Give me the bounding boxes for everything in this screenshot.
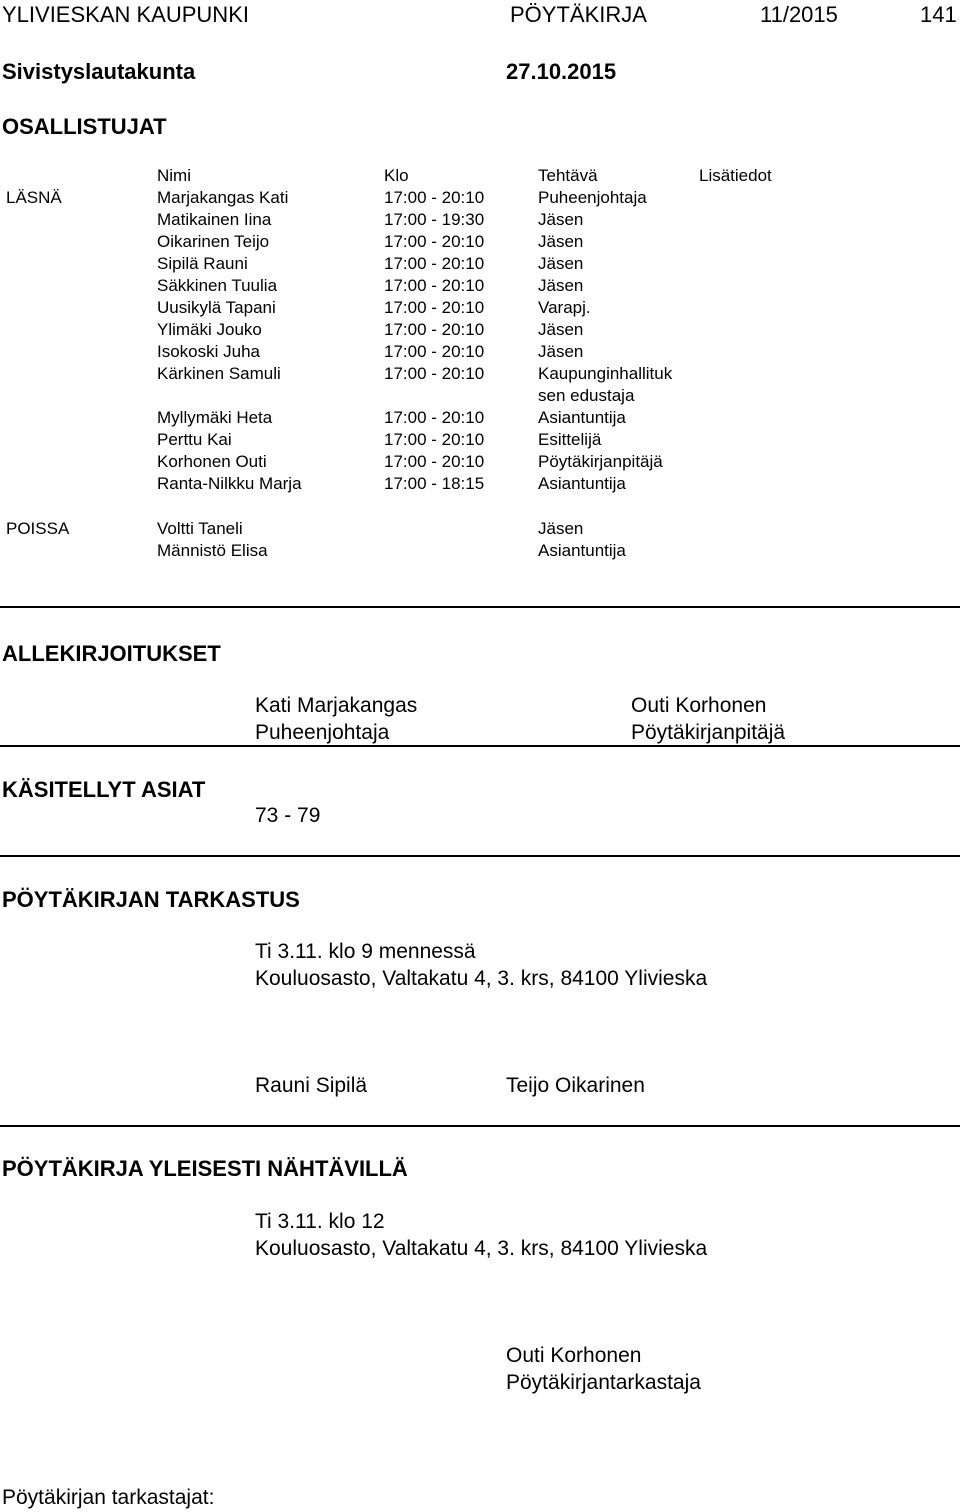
participant-time: 17:00 - 20:10: [384, 232, 485, 251]
absent-role: Asiantuntija: [538, 541, 626, 560]
participant-role: Jäsen: [538, 342, 584, 361]
participants-header-row: [0, 165, 960, 187]
signer-right-name: Outi Korhonen: [631, 694, 767, 717]
absent-name: Voltti Taneli: [157, 519, 243, 538]
participant-role: sen edustaja: [538, 386, 635, 405]
participant-row: [0, 253, 960, 275]
participant-role: Asiantuntija: [538, 474, 626, 493]
col-role: Tehtävä: [538, 166, 598, 185]
doc-type: PÖYTÄKIRJA: [510, 2, 647, 27]
divider: [0, 1125, 960, 1127]
participant-time: 17:00 - 20:10: [384, 342, 485, 361]
participant-role: Esittelijä: [538, 430, 602, 449]
participant-name: Isokoski Juha: [157, 342, 260, 361]
participant-row: [0, 231, 960, 253]
participant-name: Kärkinen Samuli: [157, 364, 281, 383]
participant-role: Jäsen: [538, 232, 584, 251]
signer-right-role: Pöytäkirjanpitäjä: [631, 721, 786, 744]
participant-row: [0, 473, 960, 495]
participant-row-cont: [0, 385, 960, 407]
footer-label: Pöytäkirjan tarkastajat:: [2, 1486, 215, 1509]
participant-role: Puheenjohtaja: [538, 188, 647, 207]
review-title: PÖYTÄKIRJAN TARKASTUS: [2, 887, 300, 912]
absent-label: POISSA: [6, 519, 70, 538]
absent-row: [0, 540, 960, 562]
participant-row: [0, 297, 960, 319]
divider: [0, 745, 960, 747]
participant-time: 17:00 - 20:10: [384, 188, 485, 207]
participant-name: Marjakangas Kati: [157, 188, 289, 207]
participant-time: 17:00 - 20:10: [384, 298, 485, 317]
participant-row: [0, 319, 960, 341]
absent-name: Männistö Elisa: [157, 541, 268, 560]
divider: [0, 855, 960, 857]
absent-row: [0, 518, 960, 540]
participant-role: Jäsen: [538, 210, 584, 229]
board-name: Sivistyslautakunta: [2, 59, 196, 84]
participant-name: Perttu Kai: [157, 430, 232, 449]
participant-role: Varapj.: [538, 298, 591, 317]
participant-time: 17:00 - 20:10: [384, 430, 485, 449]
participant-name: Oikarinen Teijo: [157, 232, 270, 251]
participant-time: 17:00 - 20:10: [384, 320, 485, 339]
participant-name: Uusikylä Tapani: [157, 298, 276, 317]
participant-time: 17:00 - 20:10: [384, 408, 485, 427]
signatures-title: ALLEKIRJOITUKSET: [2, 641, 221, 666]
participant-time: 17:00 - 18:15: [384, 474, 485, 493]
participant-row: [0, 187, 960, 209]
participant-role: Kaupunginhallituk: [538, 364, 673, 383]
items-range: 73 - 79: [255, 804, 321, 827]
col-name: Nimi: [157, 166, 191, 185]
review-where: Kouluosasto, Valtakatu 4, 3. krs, 84100 Ylivieska: [255, 967, 708, 990]
reviewer-1: Rauni Sipilä: [255, 1074, 368, 1097]
participant-row: [0, 363, 960, 385]
org-name: YLIVIESKAN KAUPUNKI: [2, 2, 249, 27]
participant-time: 17:00 - 20:10: [384, 254, 485, 273]
participant-row: [0, 451, 960, 473]
signer-left-role: Puheenjohtaja: [255, 721, 390, 744]
participant-time: 17:00 - 19:30: [384, 210, 485, 229]
participant-time: 17:00 - 20:10: [384, 364, 485, 383]
items-title: KÄSITELLYT ASIAT: [2, 777, 206, 802]
public-when: Ti 3.11. klo 12: [255, 1210, 385, 1233]
col-info: Lisätiedot: [699, 166, 772, 185]
participant-time: 17:00 - 20:10: [384, 276, 485, 295]
meeting-date: 27.10.2015: [506, 59, 617, 84]
participant-name: Matikainen Iina: [157, 210, 272, 229]
participant-row: [0, 429, 960, 451]
participant-time: 17:00 - 20:10: [384, 452, 485, 471]
participant-role: Pöytäkirjanpitäjä: [538, 452, 663, 471]
participant-name: Myllymäki Heta: [157, 408, 273, 427]
public-where: Kouluosasto, Valtakatu 4, 3. krs, 84100 Ylivieska: [255, 1237, 708, 1260]
participant-role: Jäsen: [538, 276, 584, 295]
signer-left-name: Kati Marjakangas: [255, 694, 418, 717]
page-number: 141: [920, 2, 957, 27]
participant-name: Sipilä Rauni: [157, 254, 248, 273]
participant-row: [0, 209, 960, 231]
participant-role: Jäsen: [538, 254, 584, 273]
participant-row: [0, 341, 960, 363]
divider: [0, 606, 960, 608]
participant-role: Asiantuntija: [538, 408, 626, 427]
doc-number: 11/2015: [760, 2, 838, 27]
participant-name: Ylimäki Jouko: [157, 320, 262, 339]
participant-row: [0, 407, 960, 429]
public-title: PÖYTÄKIRJA YLEISESTI NÄHTÄVILLÄ: [2, 1156, 408, 1181]
participant-name: Säkkinen Tuulia: [157, 276, 278, 295]
participant-row: [0, 275, 960, 297]
participant-name: Korhonen Outi: [157, 452, 267, 471]
reviewer-2: Teijo Oikarinen: [506, 1074, 645, 1097]
absent-role: Jäsen: [538, 519, 584, 538]
public-signer-name: Outi Korhonen: [506, 1344, 642, 1367]
public-signer-role: Pöytäkirjantarkastaja: [506, 1371, 701, 1394]
col-time: Klo: [384, 166, 409, 185]
participant-name: Ranta-Nilkku Marja: [157, 474, 302, 493]
present-label: LÄSNÄ: [6, 188, 62, 207]
participants-title: OSALLISTUJAT: [2, 114, 167, 139]
participant-role: Jäsen: [538, 320, 584, 339]
review-when: Ti 3.11. klo 9 mennessä: [255, 940, 476, 963]
